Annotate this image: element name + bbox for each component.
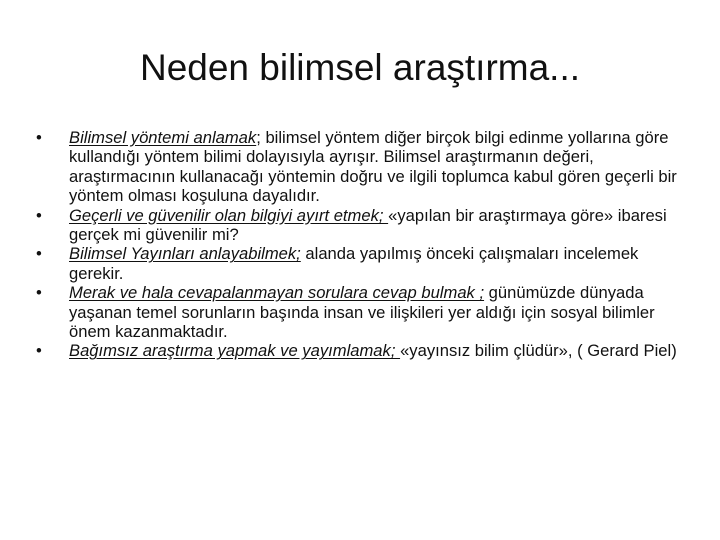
bullet-icon: •	[36, 341, 42, 361]
bullet-icon: •	[36, 244, 42, 264]
bullet-icon: •	[36, 283, 42, 303]
bullet-heading: Bilimsel yöntemi anlamak	[69, 128, 257, 147]
bullet-heading: Bağımsız araştırma yapmak ve yayımlamak;	[69, 341, 401, 361]
bullet-list	[36, 128, 692, 361]
bullet-icon: •	[36, 128, 42, 147]
bullet-text: «yayınsız bilim çlüdür», ( Gerard Piel)	[400, 341, 677, 361]
bullet-item-3	[36, 244, 692, 283]
bullet-heading: Bilimsel Yayınları anlayabilmek;	[69, 244, 301, 264]
bullet-heading: Geçerli ve güvenilir olan bilgiyi ayırt etmek;	[69, 205, 389, 225]
bullet-item-4	[36, 283, 692, 341]
bullet-item-5	[36, 341, 692, 360]
bullet-text: «yapılan bir araştırmaya göre» ibaresi gerçek mi güvenilir mi?	[69, 205, 667, 245]
slide-title: Neden bilimsel araştırma...	[139, 47, 581, 88]
bullet-heading: Merak ve hala cevapalanmayan sorulara cevap bulmak ;	[69, 283, 485, 303]
bullet-item-2	[36, 206, 692, 245]
bullet-text: günümüzde dünyada yaşanan temel sorunların başında insan ve ilişkileri yer aldığı için sosyal bilimler önem kazanmaktadır.	[69, 283, 655, 342]
bullet-text: alanda yapılmış önceki çalışmaları incelemek gerekir.	[69, 244, 639, 283]
bullet-icon: •	[36, 205, 42, 225]
bullet-item-1	[36, 128, 692, 206]
bullet-text: ; bilimsel yöntem diğer birçok bilgi edinme yollarına göre kullandığı yöntem bilimi dolayısıyla ayrışır. Bilimsel araştırmanın değeri, araştırmacının kullanacağı yöntemin doğru ve ilgili toplumca kabul gören geçerli bir yöntem olması koşuluna dayalıdır.	[69, 128, 677, 206]
